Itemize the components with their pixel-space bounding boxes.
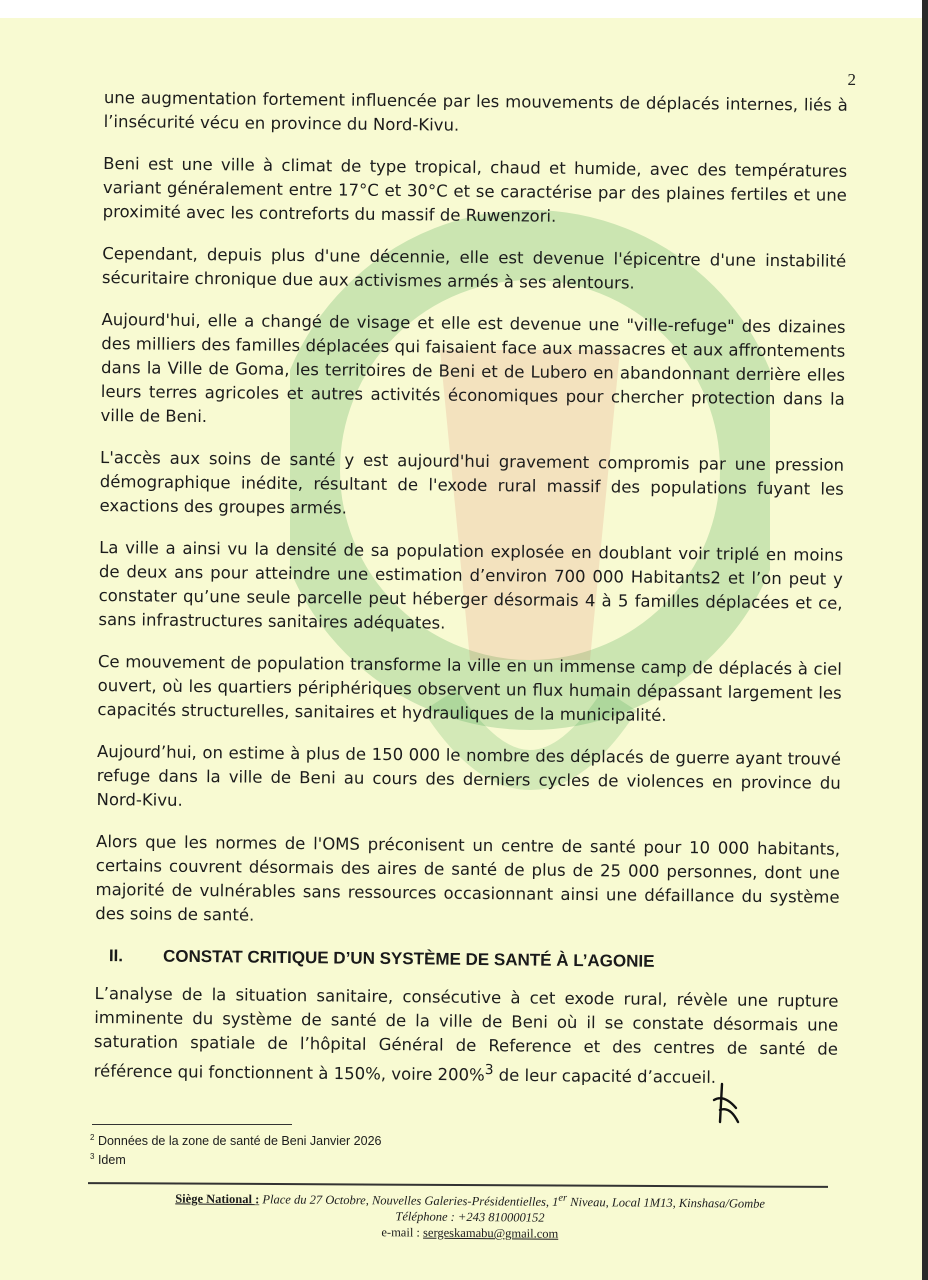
footnote-mark: 3	[90, 1152, 95, 1162]
footnote-mark: 2	[90, 1133, 95, 1142]
paragraph: Beni est une ville à climat de type tropical, chaud et humide, avec des températures variant généralement entre 17°C et 30°C et se caractérise par des plaines fertiles et une proximité avec les contreforts du massif de Ruwenzori.	[102, 153, 848, 226]
letterhead-footer	[120, 1187, 820, 1244]
paragraph: L'accès aux soins de santé y est aujourd'hui gravement compromis par une pression démographique inédite, résultant de l'exode rural massif des populations fuyant les exactions des groupes armés.	[99, 447, 845, 518]
paragraph: Aujourd'hui, elle a changé de visage et elle est devenue une "ville-refuge" des dizaines des milliers des familles déplacées qui faisaient face aux massacres et aux affrontements dans la Ville de Goma, les territoires de Beni et de Lubero en abandonnant derrière elles leurs terres agricoles et autres activités économiques pour chercher protection dans la ville de Beni.	[100, 309, 846, 427]
footnote-text: Idem	[97, 1153, 126, 1168]
signature-mark	[708, 1082, 744, 1126]
footnotes	[90, 1130, 590, 1168]
address-sup: er	[558, 1192, 568, 1204]
paragraph: Aujourd’hui, on estime à plus de 150 000 le nombre des déplacés de guerre ayant trouvé refuge dans la ville de Beni au cours des derniers cycles de violences en province du Nord-Kivu.	[96, 741, 842, 810]
paragraph-final	[94, 982, 839, 1091]
section-title: CONSTAT CRITIQUE D’UN SYSTÈME DE SANTÉ À L’AGONIE	[162, 946, 655, 971]
body-text	[93, 86, 848, 1109]
footer-label: Siège National :	[175, 1191, 260, 1207]
paragraph: Alors que les normes de l'OMS préconisent un centre de santé pour 10 000 habitants, certains couvrent désormais des aires de santé de plus de 25 000 personnes, dont une majorité de vulnérables sans ressources occasionnant ainsi une défaillance du système des soins de santé.	[95, 831, 841, 925]
section-number: II.	[108, 946, 124, 966]
footer-phone: Téléphone : +243 810000152	[395, 1209, 545, 1225]
scan-top-edge	[0, 0, 922, 18]
paragraph: La ville a ainsi vu la densité de sa population explosée en doublant voir triplé en moins de deux ans pour atteindre une estimation d’environ 700 000 Habitants2 et l’on peut y constater qu’une seule parcelle peut héberger désormais 4 à 5 familles déplacées et ce, sans infrastructures sanitaires adéquates.	[98, 537, 844, 633]
email-label: e-mail :	[381, 1225, 424, 1240]
final-text-end: de leur capacité d’accueil.	[493, 1065, 717, 1087]
paragraph: Ce mouvement de population transforme la ville en un immense camp de déplacés à ciel ouvert, où les quartiers périphériques observent un flux humain dépassant largement les capacités structurelles, sanitaires et hydrauliques de la municipalité.	[97, 651, 843, 725]
footnote-ref[interactable]: 3	[484, 1062, 494, 1079]
paragraph: Cependant, depuis plus d'une décennie, elle est devenue l'épicentre d'une instabilité sécuritaire chronique due aux activismes armés à ses alentours.	[101, 243, 847, 293]
footnote	[90, 1149, 590, 1168]
email-link[interactable]: sergeskamabu@gmail.com	[423, 1225, 559, 1241]
address-text: Place du 27 Octobre, Nouvelles Galeries-Présidentielles, 1	[259, 1192, 559, 1209]
address-text-end: Niveau, Local 1M13, Kinshasa/Gombe	[567, 1195, 766, 1211]
footnote	[90, 1130, 590, 1149]
footnote-divider	[92, 1124, 292, 1125]
footnote-text: Données de la zone de santé de Beni Janvier 2026	[97, 1134, 382, 1149]
paragraph: une augmentation fortement influencée par les mouvements de déplacés internes, liés à l’insécurité vécu en province du Nord-Kivu.	[103, 87, 848, 135]
final-text: L’analyse de la situation sanitaire, consécutive à cet exode rural, révèle une rupture imminente du système de santé de la ville de Beni où il se constate désormais une saturation spatiale de l’hôpital Général de Reference et des centres de santé de référence qui fonctionnent à 150%, voire 200%	[93, 983, 839, 1085]
page-number: 2	[847, 70, 856, 89]
section-heading	[109, 944, 839, 976]
